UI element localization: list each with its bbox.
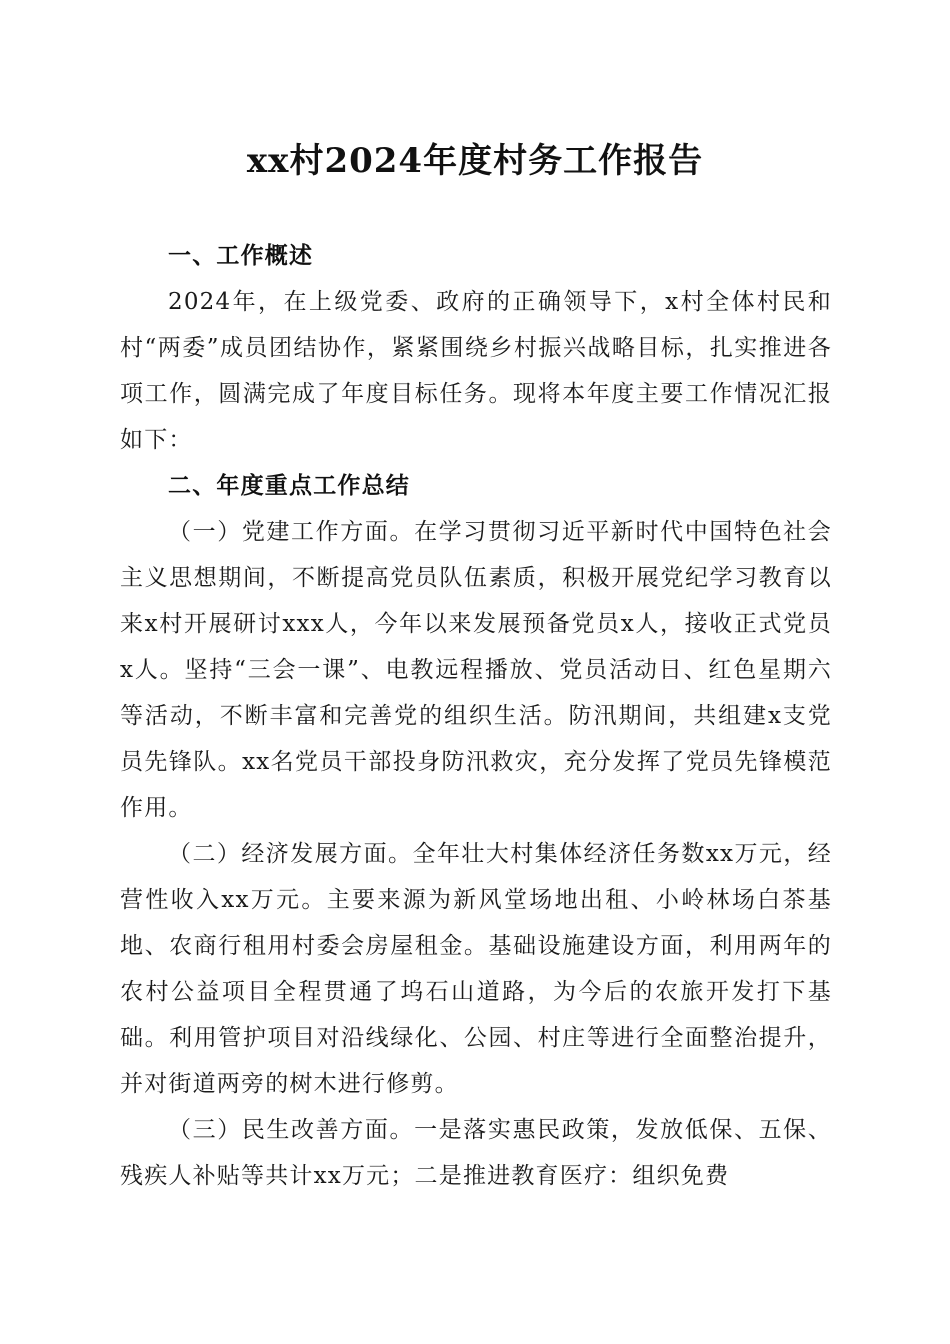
party-building-paragraph: （一）党建工作方面。在学习贯彻习近平新时代中国特色社会主义思想期间，不断提高党员队伍素质，积极开展党纪学习教育以来x村开展研讨xxx人，今年以来发展预备党员x人，接收正式党员x人。坚持“三会一课”、电教远程播放、党员活动日、红色星期六等活动，不断丰富和完善党的组织生活。防汛期间，共组建x支党员先锋队。xx名党员干部投身防汛救灾，充分发挥了党员先锋模范作用。 xyxy=(120,519,832,821)
economic-development-paragraph: （二）经济发展方面。全年壮大村集体经济任务数xx万元，经营性收入xx万元。主要来源为新风堂场地出租、小岭林场白茶基地、农商行租用村委会房屋租金。基础设施建设方面，利用两年的农村公益项目全程贯通了坞石山道路，为今后的农旅开发打下基础。利用管护项目对沿线绿化、公园、村庄等进行全面整治提升，并对街道两旁的树木进行修剪。 xyxy=(120,841,832,1097)
livelihood-paragraph: （三）民生改善方面。一是落实惠民政策，发放低保、五保、残疾人补贴等共计xx万元；二是推进教育医疗：组织免费 xyxy=(120,1117,832,1189)
document-body xyxy=(120,233,832,1199)
document-title: xx村2024年度村务工作报告 xyxy=(246,141,704,181)
overview-paragraph: 2024年，在上级党委、政府的正确领导下，x村全体村民和村“两委”成员团结协作，紧紧围绕乡村振兴战略目标，扎实推进各项工作，圆满完成了年度目标任务。现将本年度主要工作情况汇报如下： xyxy=(120,289,832,453)
section-heading-key-work: 二、年度重点工作总结 xyxy=(168,473,410,499)
section-heading-overview: 一、工作概述 xyxy=(168,243,314,269)
